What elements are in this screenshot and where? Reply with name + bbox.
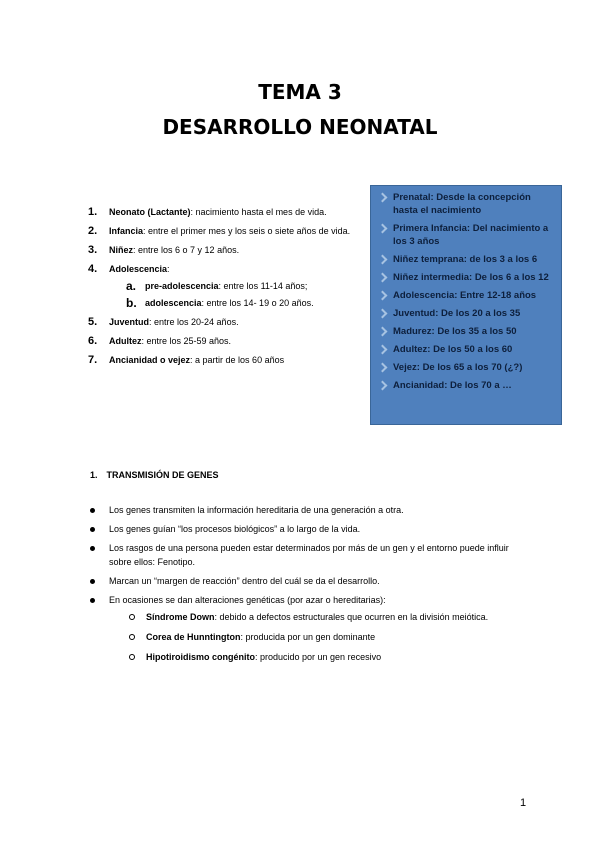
life-stages-box <box>370 185 562 425</box>
stage-text: : a partir de los 60 años <box>190 355 285 365</box>
list-item: Corea de Hunntington: producida por un gen dominante <box>109 630 520 644</box>
disorder-term: Hipotiroidismo congénito <box>146 652 255 662</box>
list-item: Adolescencia: Entre 12-18 años <box>379 289 555 302</box>
stage-term: Adolescencia <box>109 264 168 274</box>
list-item: Madurez: De los 35 a los 50 <box>379 325 555 338</box>
arrow-bullet-icon <box>378 327 388 337</box>
section-heading <box>90 470 219 480</box>
disorder-term: Corea de Hunntington <box>146 632 241 642</box>
list-item: Prenatal: Desde la concepción hasta el nacimiento <box>379 191 555 217</box>
list-item: Niñez intermedia: De los 6 a los 12 <box>379 271 555 284</box>
list-item: Primera Infancia: Del nacimiento a los 3 años <box>379 222 555 248</box>
arrow-bullet-icon <box>378 291 388 301</box>
stage-text: : entre los 14- 19 o 20 años. <box>201 298 314 308</box>
list-item: Los genes guían “los procesos biológicos” a lo largo de la vida. <box>90 522 520 536</box>
list-item: Niñez temprana: de los 3 a los 6 <box>379 253 555 266</box>
list-item: 5. Juventud: entre los 20-24 años. <box>88 316 239 328</box>
arrow-bullet-icon <box>378 224 388 234</box>
circle-bullet-icon <box>129 634 135 640</box>
arrow-bullet-icon <box>378 273 388 283</box>
list-item: b. adolescencia: entre los 14- 19 o 20 años. <box>126 296 314 310</box>
arrow-bullet-icon <box>378 193 388 203</box>
list-item: 2. Infancia: entre el primer mes y los seis o siete años de vida. <box>88 225 351 237</box>
circle-bullet-icon <box>129 654 135 660</box>
list-item: a. pre-adolescencia: entre los 11-14 años; <box>126 279 308 293</box>
document-title: TEMA 3 <box>258 80 342 104</box>
stage-term: Adultez <box>109 336 142 346</box>
stage-term: Juventud <box>109 317 150 327</box>
list-item: Vejez: De los 65 a los 70 (¿?) <box>379 361 555 374</box>
section-number: 1. <box>90 470 98 480</box>
disorders-list <box>109 610 520 664</box>
stage-term: adolescencia <box>145 298 202 308</box>
list-item: En ocasiones se dan alteraciones genéticas (por azar o hereditarias): Síndrome Down: debido a defectos estructurales que ocurren en la división meiótica. Corea de Hunntington: producida por un gen dominante Hipotiroidismo congénito: producido por un gen recesivo <box>90 593 520 664</box>
list-item: Adultez: De los 50 a los 60 <box>379 343 555 356</box>
stage-term: Niñez <box>109 245 134 255</box>
arrow-bullet-icon <box>378 381 388 391</box>
bullet-icon <box>90 546 95 551</box>
section-title: TRANSMISIÓN DE GENES <box>106 470 219 480</box>
stage-text: : entre los 11-14 años; <box>218 281 308 291</box>
document-subtitle: DESARROLLO NEONATAL <box>162 115 438 139</box>
stage-term: pre-adolescencia <box>145 281 219 291</box>
stage-term: Ancianidad o vejez <box>109 355 191 365</box>
bullet-icon <box>90 579 95 584</box>
page-number: 1 <box>520 797 527 809</box>
list-item: 1. Neonato (Lactante): nacimiento hasta el mes de vida. <box>88 206 327 218</box>
list-item: Los rasgos de una persona pueden estar determinados por más de un gen y el entorno puede influir sobre ellos: Fenotipo. <box>90 541 520 569</box>
stage-term: Infancia <box>109 226 144 236</box>
list-item: 4. Adolescencia: a. pre-adolescencia: entre los 11-14 años; b. adolescencia: entre los 14- 19 o 20 años. <box>88 263 358 310</box>
list-item: 3. Niñez: entre los 6 o 7 y 12 años. <box>88 244 240 256</box>
disorder-term: Síndrome Down <box>146 612 215 622</box>
list-item: Ancianidad: De los 70 a … <box>379 379 555 392</box>
bullet-icon <box>90 527 95 532</box>
list-item: Síndrome Down: debido a defectos estructurales que ocurren en la división meiótica. <box>109 610 520 624</box>
adolescence-sublist <box>109 280 358 310</box>
arrow-bullet-icon <box>378 345 388 355</box>
list-item: Marcan un “margen de reacción” dentro del cuál se da el desarrollo. <box>90 574 520 588</box>
arrow-bullet-icon <box>378 255 388 265</box>
stage-term: Neonato (Lactante) <box>109 207 191 217</box>
genes-bullet-list <box>90 503 520 670</box>
arrow-bullet-icon <box>378 363 388 373</box>
circle-bullet-icon <box>129 614 135 620</box>
list-item: 7. Ancianidad o vejez: a partir de los 60 años <box>88 354 285 366</box>
stage-text: : entre los 6 o 7 y 12 años. <box>133 245 240 255</box>
bullet-icon <box>90 598 95 603</box>
development-stages-list <box>88 206 358 373</box>
list-item: 6. Adultez: entre los 25-59 años. <box>88 335 232 347</box>
stage-text: : entre los 20-24 años. <box>149 317 239 327</box>
stage-text: : entre el primer mes y los seis o siete años de vida. <box>143 226 351 236</box>
bullet-icon <box>90 508 95 513</box>
arrow-bullet-icon <box>378 309 388 319</box>
list-item: Los genes transmiten la información hereditaria de una generación a otra. <box>90 503 520 517</box>
stage-text: : entre los 25-59 años. <box>141 336 232 346</box>
list-item: Juventud: De los 20 a los 35 <box>379 307 555 320</box>
stage-text: : <box>167 264 170 274</box>
stage-text: : nacimiento hasta el mes de vida. <box>190 207 327 217</box>
list-item: Hipotiroidismo congénito: producido por un gen recesivo <box>109 650 520 664</box>
